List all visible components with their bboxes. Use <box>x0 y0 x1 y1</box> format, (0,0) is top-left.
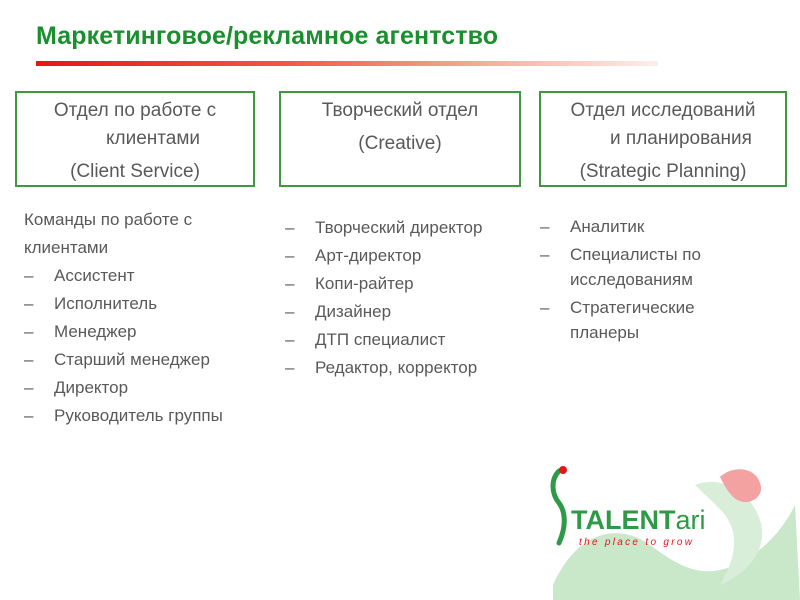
bullet-dash: – <box>540 217 550 236</box>
role-label: Специалисты по <box>570 245 701 264</box>
dept-english-name: (Strategic Planning) <box>579 161 747 182</box>
list-item <box>24 402 223 430</box>
bullet-dash: – <box>24 378 34 397</box>
role-label: Аналитик <box>570 217 645 236</box>
bullet-dash: – <box>285 218 295 237</box>
role-label: Исполнитель <box>54 294 158 313</box>
role-label: Арт-директор <box>315 246 422 265</box>
bullet-dash: – <box>24 322 34 341</box>
roles-list-creative <box>285 214 482 382</box>
logo-tagline: the place to grow <box>579 537 695 548</box>
bullet-dash: – <box>285 358 295 377</box>
role-label: Редактор, корректор <box>315 358 478 377</box>
list-item <box>285 298 482 326</box>
bullet-dash: – <box>24 406 34 425</box>
roles-list-strategic-planning <box>540 214 701 348</box>
bullet-dash: – <box>540 245 550 264</box>
list-item <box>24 346 223 374</box>
dept-box-client-service <box>15 91 255 187</box>
logo-dot <box>559 466 567 474</box>
dept-name-line: и планирования <box>610 128 752 149</box>
list-item <box>285 242 482 270</box>
dept-name-line: Творческий отдел <box>321 100 479 121</box>
dept-english-name: (Creative) <box>358 133 442 154</box>
role-label: Стратегические <box>570 298 695 317</box>
dept-name-line: клиентами <box>105 128 201 149</box>
logo-stem <box>553 471 564 543</box>
bullet-dash: – <box>285 246 295 265</box>
dept-name-line: Отдел исследований <box>570 100 756 121</box>
dept-english-name: (Client Service) <box>70 161 200 182</box>
role-label-cont: планеры <box>570 323 640 342</box>
dept-name-line: Отдел по работе с <box>53 100 217 121</box>
list-item <box>540 214 701 239</box>
bullet-dash: – <box>285 330 295 349</box>
roles-list-client-service <box>24 206 223 430</box>
talentari-logo <box>545 465 800 600</box>
title-underline <box>36 61 658 66</box>
slide-title: Маркетинговое/рекламное агентство <box>36 22 499 50</box>
dept-box-creative <box>279 91 521 187</box>
bullet-dash: – <box>285 274 295 293</box>
role-label: Дизайнер <box>315 302 392 321</box>
list-item <box>285 326 482 354</box>
role-label: Копи-райтер <box>315 274 414 293</box>
dept-box-strategic-planning <box>539 91 787 187</box>
role-label: Директор <box>54 378 129 397</box>
list-item <box>285 214 482 242</box>
role-label: Менеджер <box>54 322 137 341</box>
list-item <box>285 270 482 298</box>
list-item <box>24 290 223 318</box>
list-item <box>540 242 701 292</box>
logo-brand-main: TALENT <box>571 505 676 535</box>
role-label: ДТП специалист <box>315 330 446 349</box>
bullet-dash: – <box>24 350 34 369</box>
list-item <box>24 374 223 402</box>
roles-heading: Команды по работе с <box>24 210 193 229</box>
list-item <box>24 262 223 290</box>
role-label: Ассистент <box>54 266 135 285</box>
role-label-cont: исследованиям <box>570 270 693 289</box>
role-label: Творческий директор <box>315 218 483 237</box>
logo-brand <box>571 505 706 535</box>
role-label: Старший менеджер <box>54 350 210 369</box>
list-item <box>540 295 701 345</box>
role-label: Руководитель группы <box>54 406 223 425</box>
logo-brand-suffix: ari <box>675 505 706 535</box>
bullet-dash: – <box>285 302 295 321</box>
bullet-dash: – <box>24 266 34 285</box>
bullet-dash: – <box>540 298 550 317</box>
bullet-dash: – <box>24 294 34 313</box>
list-item <box>285 354 482 382</box>
roles-heading: клиентами <box>24 238 109 257</box>
list-item <box>24 318 223 346</box>
